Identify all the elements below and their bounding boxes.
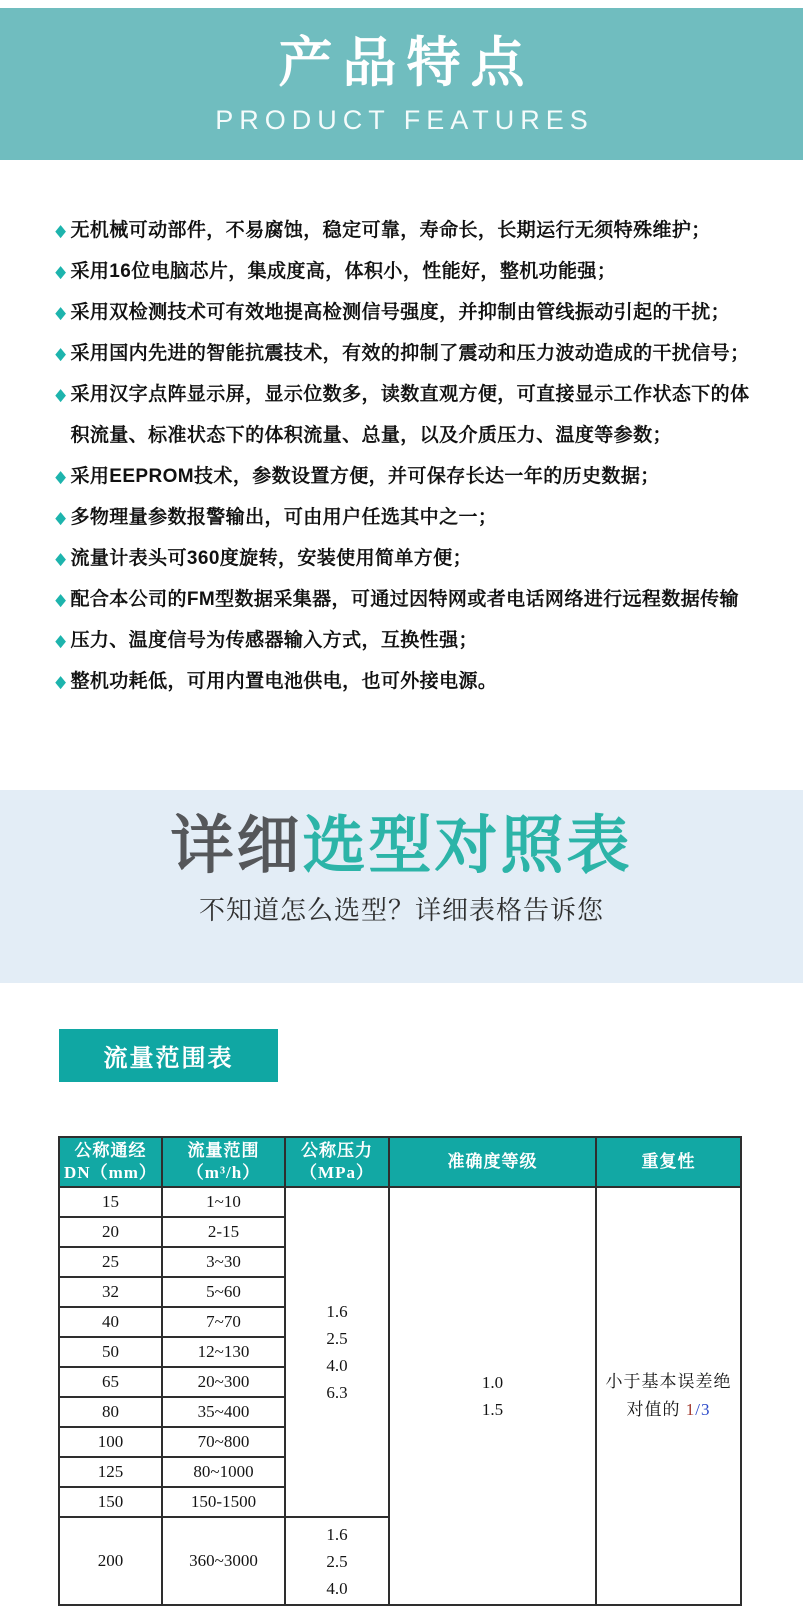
diamond-bullet-icon: ◆ bbox=[55, 508, 67, 527]
selection-title-teal: 选型对照表 bbox=[302, 811, 633, 881]
selection-table-intro bbox=[0, 790, 803, 983]
feature-item bbox=[54, 292, 765, 333]
diamond-bullet-icon: ◆ bbox=[55, 221, 67, 240]
header-accuracy-class: 准确度等级 bbox=[389, 1137, 596, 1187]
flow-cell: 80~1000 bbox=[162, 1457, 285, 1487]
diamond-bullet-icon: ◆ bbox=[55, 303, 67, 322]
top-white-strip bbox=[0, 0, 803, 8]
feature-item bbox=[54, 251, 765, 292]
header-nominal-diameter: 公称通经 DN（mm） bbox=[59, 1137, 162, 1187]
feature-item bbox=[54, 620, 765, 661]
dn-cell: 50 bbox=[59, 1337, 162, 1367]
diamond-bullet-icon: ◆ bbox=[55, 631, 67, 650]
feature-item bbox=[54, 661, 765, 702]
feature-text: 多物理量参数报警输出，可由用户任选其中之一； bbox=[70, 507, 498, 528]
flow-range-table-wrap bbox=[58, 1136, 803, 1606]
table-row bbox=[59, 1187, 741, 1217]
diamond-bullet-icon: ◆ bbox=[55, 385, 67, 404]
dn-cell: 32 bbox=[59, 1277, 162, 1307]
flow-cell: 20~300 bbox=[162, 1367, 285, 1397]
feature-text: 采用双检测技术可有效地提高检测信号强度，并抑制由管线振动引起的干扰； bbox=[70, 302, 731, 323]
flow-cell: 2-15 bbox=[162, 1217, 285, 1247]
feature-item bbox=[54, 333, 765, 374]
header-repeatability: 重复性 bbox=[596, 1137, 741, 1187]
flow-cell: 7~70 bbox=[162, 1307, 285, 1337]
dn-cell: 25 bbox=[59, 1247, 162, 1277]
feature-item bbox=[54, 579, 765, 620]
features-list bbox=[0, 160, 803, 790]
diamond-bullet-icon: ◆ bbox=[55, 262, 67, 281]
feature-item bbox=[54, 497, 765, 538]
flow-cell: 12~130 bbox=[162, 1337, 285, 1367]
feature-text: 整机功耗低，可用内置电池供电，也可外接电源。 bbox=[70, 671, 498, 692]
diamond-bullet-icon: ◆ bbox=[55, 590, 67, 609]
diamond-bullet-icon: ◆ bbox=[55, 549, 67, 568]
feature-text: 采用16位电脑芯片，集成度高，体积小，性能好，整机功能强； bbox=[70, 261, 617, 282]
flow-cell: 35~400 bbox=[162, 1397, 285, 1427]
table-header-row bbox=[59, 1137, 741, 1187]
dn-cell: 20 bbox=[59, 1217, 162, 1247]
accuracy-merged-cell: 1.0 1.5 bbox=[389, 1187, 596, 1605]
selection-subtitle: 不知道怎么选型？详细表格告诉您 bbox=[198, 895, 604, 925]
feature-text: 无机械可动部件，不易腐蚀，稳定可靠，寿命长，长期运行无须特殊维护； bbox=[70, 220, 711, 241]
diamond-bullet-icon: ◆ bbox=[55, 467, 67, 486]
flow-range-label: 流量范围表 bbox=[59, 1029, 278, 1082]
product-features-banner bbox=[0, 8, 803, 160]
feature-text: 采用EEPROM技术，参数设置方便，并可保存长达一年的历史数据； bbox=[70, 466, 660, 487]
feature-item bbox=[54, 456, 765, 497]
flow-range-table bbox=[58, 1136, 742, 1606]
dn-cell: 125 bbox=[59, 1457, 162, 1487]
fraction-numerator: 1 bbox=[685, 1400, 696, 1419]
selection-title-gray: 详细 bbox=[170, 811, 303, 881]
feature-text: 流量计表头可360度旋转，安装使用简单方便； bbox=[70, 548, 472, 569]
dn-cell: 80 bbox=[59, 1397, 162, 1427]
feature-text: 采用国内先进的智能抗震技术，有效的抑制了震动和压力波动造成的干扰信号； bbox=[70, 343, 750, 364]
banner-subtitle: PRODUCT FEATURES bbox=[215, 104, 594, 135]
banner-title: 产品特点 bbox=[278, 33, 535, 94]
feature-text: 采用汉字点阵显示屏，显示位数多，读数直观方便，可直接显示工作状态下的体积流量、标准状态下的体积流量、总量，以及介质压力、温度等参数； bbox=[70, 384, 750, 446]
header-nominal-pressure: 公称压力 （MPa） bbox=[285, 1137, 389, 1187]
flow-cell: 360~3000 bbox=[162, 1517, 285, 1605]
fraction-rest: /3 bbox=[695, 1400, 711, 1419]
feature-text: 压力、温度信号为传感器输入方式，互换性强； bbox=[70, 630, 478, 651]
dn-cell: 40 bbox=[59, 1307, 162, 1337]
flow-cell: 150-1500 bbox=[162, 1487, 285, 1517]
feature-item bbox=[54, 210, 765, 251]
selection-title bbox=[0, 810, 803, 882]
feature-item bbox=[54, 538, 765, 579]
diamond-bullet-icon: ◆ bbox=[55, 672, 67, 691]
flow-cell: 1~10 bbox=[162, 1187, 285, 1217]
dn-cell: 65 bbox=[59, 1367, 162, 1397]
pressure-cell-dn200: 1.6 2.5 4.0 bbox=[285, 1517, 389, 1605]
pressure-merged-cell: 1.6 2.5 4.0 6.3 bbox=[285, 1187, 389, 1517]
flow-cell: 3~30 bbox=[162, 1247, 285, 1277]
dn-cell: 15 bbox=[59, 1187, 162, 1217]
feature-text: 配合本公司的FM型数据采集器，可通过因特网或者电话网络进行远程数据传输 bbox=[70, 589, 739, 610]
dn-cell: 100 bbox=[59, 1427, 162, 1457]
flow-cell: 5~60 bbox=[162, 1277, 285, 1307]
feature-item bbox=[54, 374, 765, 456]
flow-cell: 70~800 bbox=[162, 1427, 285, 1457]
header-flow-range: 流量范围 （m³/h） bbox=[162, 1137, 285, 1187]
diamond-bullet-icon: ◆ bbox=[55, 344, 67, 363]
dn-cell: 150 bbox=[59, 1487, 162, 1517]
repeatability-merged-cell: 小于基本误差绝 对值的 1/3 bbox=[596, 1187, 741, 1605]
dn-cell: 200 bbox=[59, 1517, 162, 1605]
